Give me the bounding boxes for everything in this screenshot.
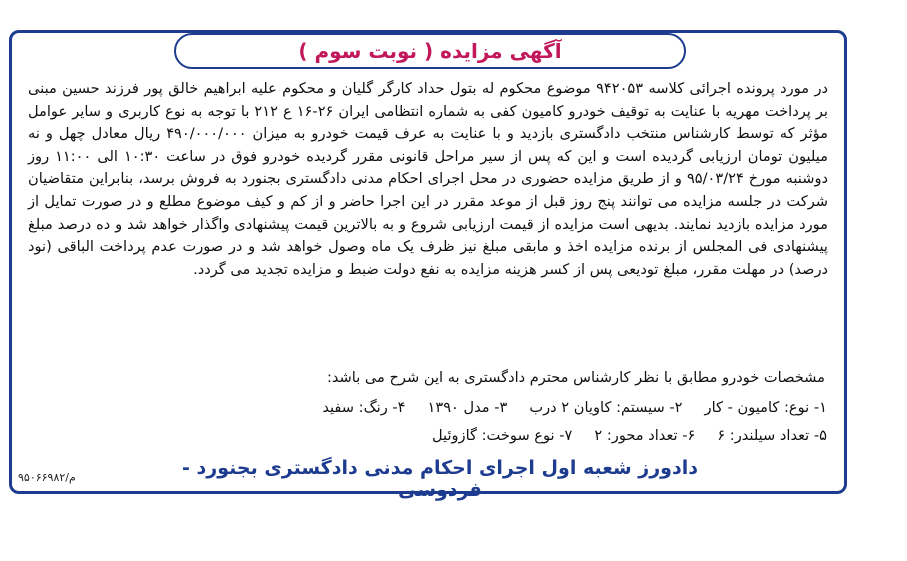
specs-row-1 (322, 399, 827, 416)
notice-title: آگهی مزایده ( نوبت سوم ) (298, 39, 562, 63)
spec-item: ۷- نوع سوخت: گازوئیل (431, 427, 573, 444)
notice-body (28, 78, 828, 281)
notice-footer: دادورز شعبه اول اجرای احکام مدنی دادگستری بجنورد - فردوسی (182, 457, 698, 501)
spec-item: ۲- سیستم: کاویان ۲ درب (529, 399, 683, 416)
title-box (174, 33, 686, 69)
notice-body-text: در مورد پرونده اجرائی کلاسه ۹۴۲۰۵۳ موضوع محکوم له بتول حداد کارگر گلیان و محکوم علیه ابراهیم خالق پور فرزند حسین مبنی بر پرداخت مهریه با عنایت به توقیف خودرو کامیون کفی به شماره انتظامی ایران ۲۶-۱۶ ع ۲۱۲ با توجه به نوع کاربری و سایر عوامل مؤثر که توسط کارشناس منتخب دادگستری بازدید و با عنایت به عرف قیمت خودرو به میزان ۴۹۰/۰۰۰/۰۰۰ ریال معادل چهل و نه میلیون تومان ارزیابی گردیده است و این که پس از سیر مراحل قانونی مقرر گردیده خودرو فوق در ساعت ۱۰:۳۰ الی ۱۱:۰۰ روز دوشنبه مورخ ۹۵/۰۳/۲۴ و از طریق مزایده حضوری در محل اجرای احکام مدنی دادگستری بجنورد به فروش برسد، بنابراین متقاضیان شرکت در جلسه مزایده می توانند پنج روز قبل از موعد مقرر در این اجرا حاضر و از کم و کیف موضوع مطلع و در صورت تمایل از مورد مزایده بازدید نمایند. بدیهی است مزایده از قیمت ارزیابی شروع و به بالاترین قیمت پیشنهادی واگذار خواهد شد و ده درصد مبلغ پیشنهادی فی المجلس از برنده مزایده اخذ و مابقی مبلغ نیز ظرف یک ماه وصول خواهد شد و در صورت عدم پرداخت الباقی (نود درصد) در مهلت مقرر، مبلغ تودیعی پس از کسر هزینه مزایده به نفع دولت ضبط و مزایده تجدید می گردد. (28, 80, 829, 278)
spec-item: ۵- تعداد سیلندر: ۶ (717, 427, 827, 444)
spec-item: ۱- نوع: کامیون - کار (704, 399, 827, 416)
reference-code: م/۹۵۰۶۶۹۸۲ (18, 471, 76, 484)
spec-item: ۴- رنگ: سفید (322, 399, 406, 416)
specs-row-2 (432, 427, 827, 444)
spec-item: ۳- مدل ۱۳۹۰ (427, 399, 508, 416)
spec-item: ۶- تعداد محور: ۲ (594, 427, 696, 444)
spec-intro: مشخصات خودرو مطابق با نظر کارشناس محترم دادگستری به این شرح می باشد: (326, 369, 825, 386)
